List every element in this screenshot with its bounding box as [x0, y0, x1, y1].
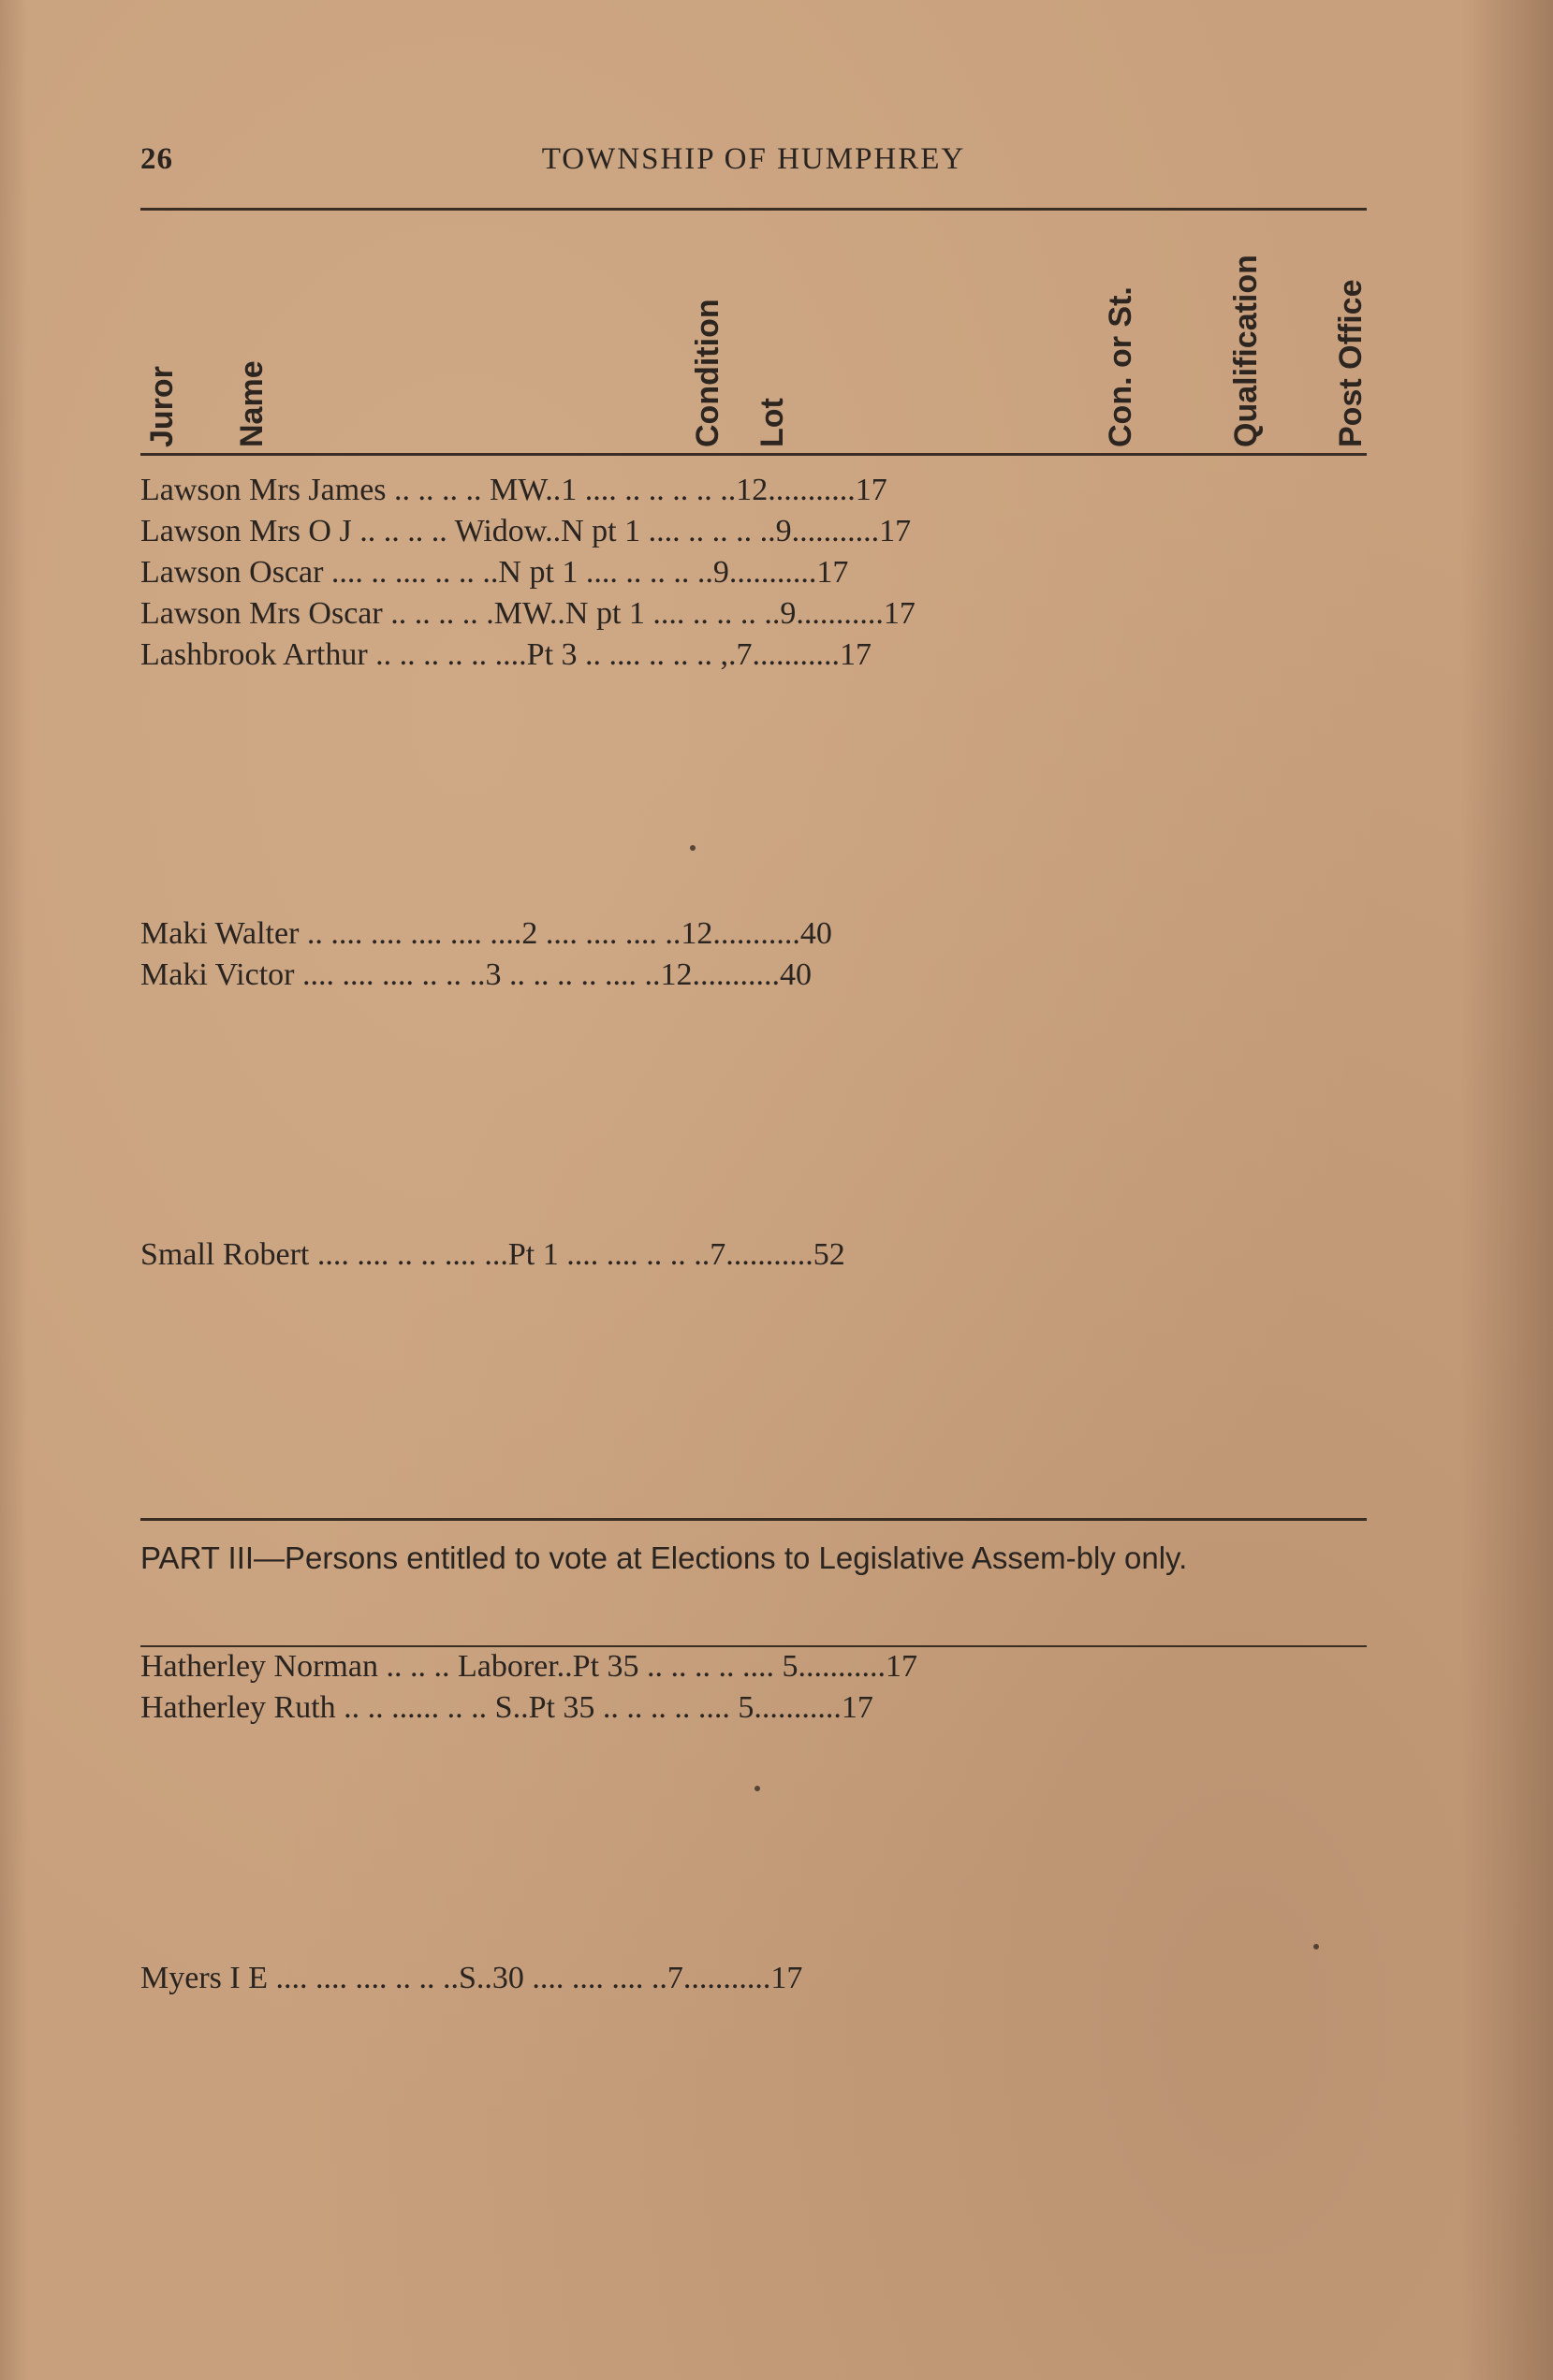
row-text: Myers I E .... .... .... .. .. ..S..30 .... .... .... ..7...........17 — [140, 1961, 803, 1995]
column-head-con: Con. or St. — [1103, 286, 1138, 447]
row-text: Maki Victor .... .... .... .. .. ..3 .. .. .. .. .... ..12...........40 — [140, 957, 812, 992]
table-row — [140, 637, 1367, 675]
header-top-rule — [140, 208, 1367, 211]
row-text: Small Robert .... .... .. .. .... ...Pt 1 .... .... .. .. ..7...........52 — [140, 1237, 845, 1272]
table-row — [140, 596, 1367, 634]
table-row — [140, 916, 1367, 954]
column-head-name: Name — [234, 360, 270, 447]
table-row — [140, 1237, 1367, 1275]
table-row — [140, 473, 1367, 510]
running-head — [140, 142, 1367, 180]
table-row — [140, 1961, 1367, 1998]
table-row — [140, 514, 1367, 551]
row-text: Hatherley Ruth .. .. ...... .. .. S..Pt 35 .. .. .. .. .... 5...........17 — [140, 1690, 873, 1725]
column-head-post-office: Post Office — [1333, 279, 1369, 447]
column-head-lot: Lot — [755, 398, 790, 447]
part-three-rule — [140, 1645, 1367, 1647]
section-divider-rule — [140, 1518, 1367, 1521]
table-row — [140, 957, 1367, 995]
table-row — [140, 1649, 1367, 1686]
table-row — [140, 555, 1367, 592]
part-three-heading: PART III—Persons entitled to vote at Elections to Legislative Assem-bly only. — [140, 1540, 1188, 1575]
page-number: 26 — [140, 142, 173, 176]
header-bottom-rule — [140, 453, 1367, 456]
page-title: TOWNSHIP OF HUMPHREY — [541, 142, 966, 176]
paper-speck — [690, 845, 696, 851]
row-text: Hatherley Norman .. .. .. Laborer..Pt 35 .. .. .. .. .... 5...........17 — [140, 1649, 918, 1684]
column-head-qualification: Qualification — [1228, 255, 1264, 447]
row-text: Lawson Mrs O J .. .. .. .. Widow..N pt 1 .... .. .. .. ..9...........17 — [140, 514, 912, 548]
paper-speck — [755, 1786, 760, 1791]
column-head-juror: Juror — [144, 366, 180, 447]
column-head-condition: Condition — [690, 299, 725, 447]
row-text: Lawson Oscar .... .. .... .. .. ..N pt 1 .... .. .. .. ..9...........17 — [140, 555, 849, 590]
paper-speck — [1313, 1944, 1319, 1949]
row-text: Lawson Mrs Oscar .. .. .. .. .MW..N pt 1 .... .. .. .. ..9...........17 — [140, 596, 916, 631]
row-text: Lashbrook Arthur .. .. .. .. .. ....Pt 3 .. .... .. .. .. ,.7...........17 — [140, 637, 872, 672]
table-row — [140, 1690, 1367, 1728]
row-text: Lawson Mrs James .. .. .. .. MW..1 .... .. .. .. .. ..12...........17 — [140, 473, 887, 507]
row-text: Maki Walter .. .... .... .... .... ....2 .... .... .... ..12...........40 — [140, 916, 832, 951]
